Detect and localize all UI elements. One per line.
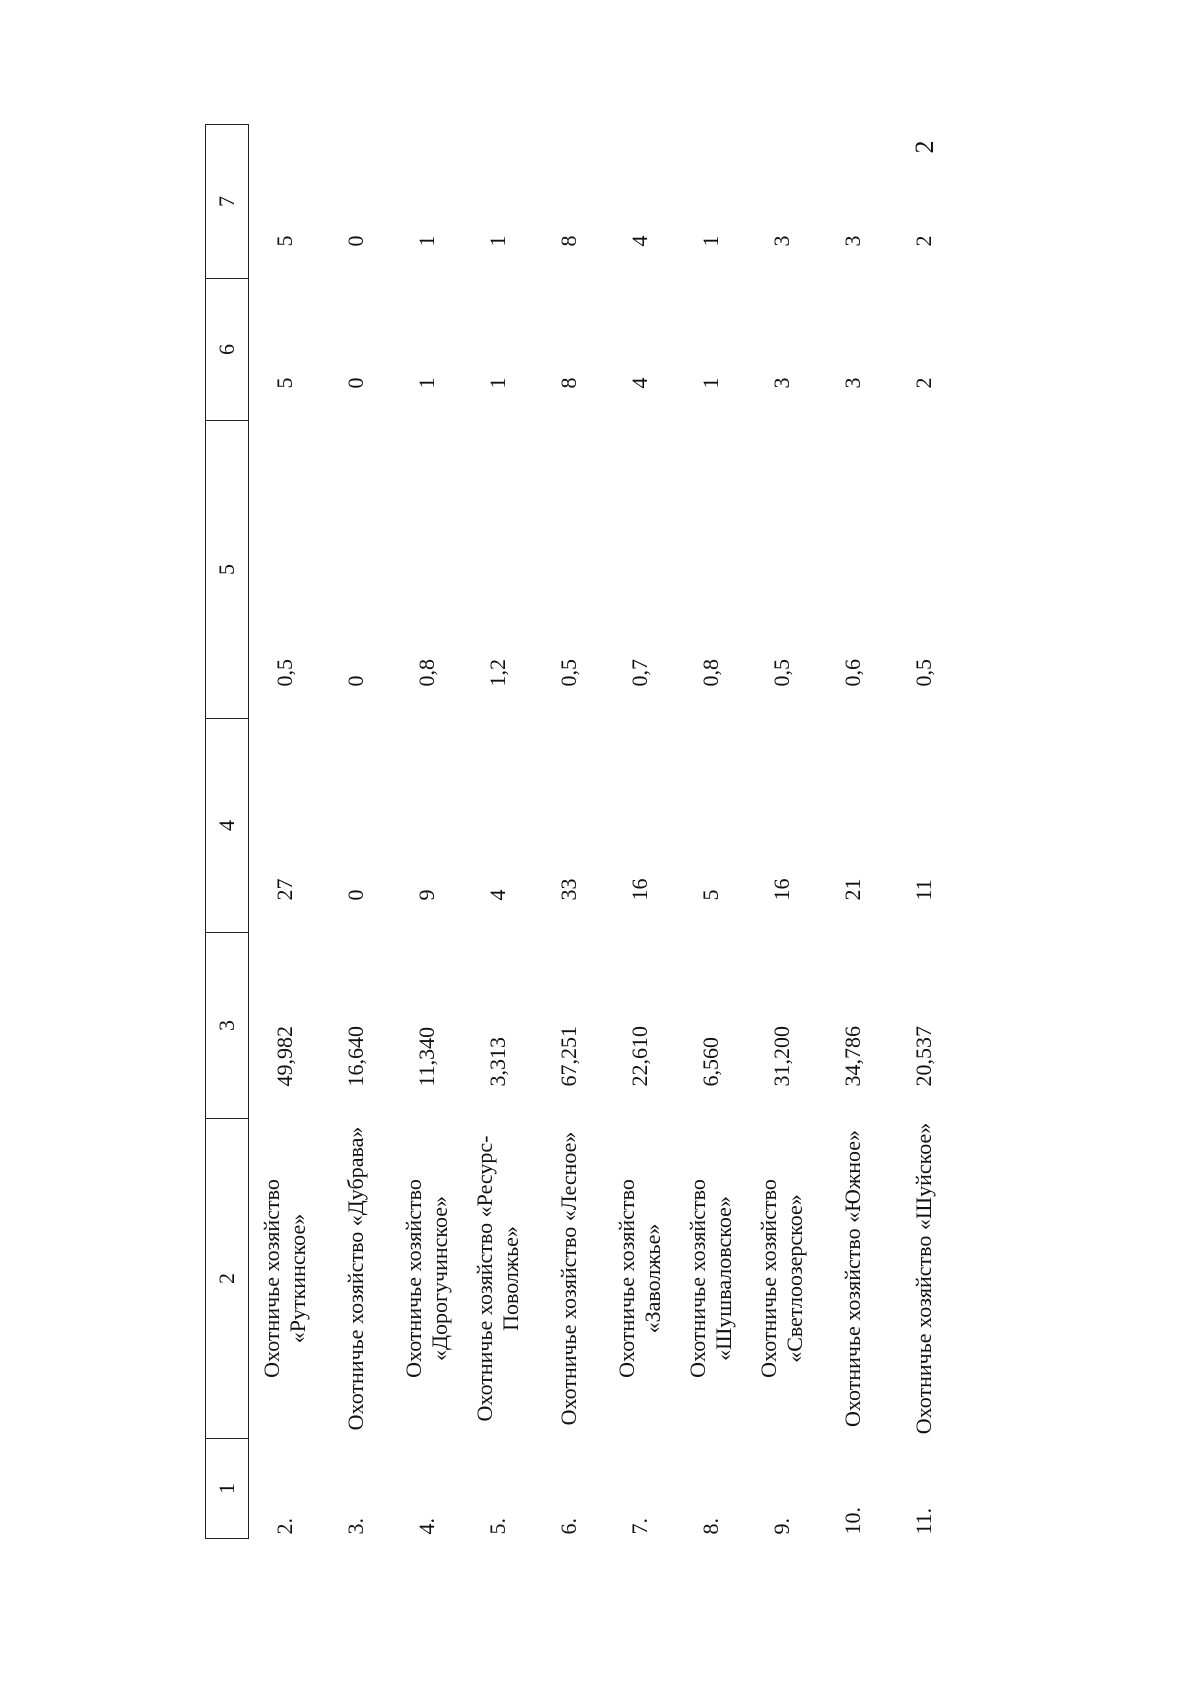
- value-col6: 3: [839, 377, 865, 389]
- value-col3: 11,340: [413, 1026, 439, 1087]
- value-col7: 5: [271, 235, 297, 247]
- table-row: [533, 125, 604, 1539]
- value-col4: 9: [413, 889, 439, 901]
- value-col3: 22,610: [626, 1026, 652, 1087]
- value-col6: 3: [768, 377, 794, 389]
- table-header-row: [206, 125, 249, 1539]
- table-row: [391, 125, 462, 1539]
- value-col5: 0,8: [413, 659, 439, 687]
- table-row: [249, 125, 321, 1539]
- value-col3: 16,640: [342, 1026, 368, 1087]
- value-col4: 33: [555, 878, 581, 901]
- value-col4: 16: [626, 878, 652, 901]
- table-row: [604, 125, 675, 1539]
- row-number: 2.: [271, 1518, 297, 1535]
- value-col4: 27: [271, 878, 297, 901]
- value-col7: 1: [697, 235, 723, 247]
- value-col3: 6,560: [697, 1037, 723, 1087]
- value-col6: 2: [910, 377, 936, 389]
- row-number: 4.: [413, 1518, 439, 1535]
- value-col5: 0: [342, 675, 368, 687]
- farm-name: Охотничье хозяйство «Заволжье»: [613, 1179, 665, 1378]
- value-col5: 1,2: [484, 659, 510, 687]
- farm-name: Охотничье хозяйство «Дорогучинское»: [400, 1179, 452, 1378]
- value-col7: 0: [342, 235, 368, 247]
- row-number: 8.: [697, 1518, 723, 1535]
- value-col7: 1: [413, 235, 439, 247]
- table-row: [746, 125, 817, 1539]
- value-col3: 34,786: [839, 1026, 865, 1087]
- value-col7: 8: [555, 235, 581, 247]
- value-col5: 0,5: [555, 659, 581, 687]
- value-col3: 20,537: [910, 1026, 936, 1087]
- value-col5: 0,5: [768, 659, 794, 687]
- value-col5: 0,5: [910, 659, 936, 687]
- table-frame: [205, 125, 1035, 1539]
- value-col7: 2: [910, 235, 936, 247]
- column-header-1: 1: [206, 1439, 249, 1539]
- column-header-4: 4: [206, 719, 249, 933]
- value-col6: 5: [271, 377, 297, 389]
- column-header-3: 3: [206, 933, 249, 1119]
- data-table: [205, 124, 959, 1539]
- farm-name: Охотничье хозяйство «Светлоозерское»: [755, 1179, 807, 1378]
- row-number: 9.: [768, 1518, 794, 1535]
- value-col6: 8: [555, 377, 581, 389]
- value-col5: 0,6: [839, 659, 865, 687]
- table-row: [888, 125, 959, 1539]
- value-col3: 3,313: [484, 1037, 510, 1087]
- row-number: 5.: [484, 1518, 510, 1535]
- table-row: [817, 125, 888, 1539]
- value-col7: 4: [626, 235, 652, 247]
- value-col4: 11: [910, 879, 936, 901]
- column-header-5: 5: [206, 421, 249, 719]
- value-col7: 1: [484, 235, 510, 247]
- farm-name: Охотничье хозяйство «Руткинское»: [258, 1179, 310, 1378]
- value-col3: 67,251: [555, 1026, 581, 1087]
- row-number: 10.: [839, 1507, 865, 1535]
- farm-name: Охотничье хозяйство «Шушваловское»: [684, 1179, 736, 1378]
- value-col4: 21: [839, 878, 865, 901]
- value-col3: 49,982: [271, 1026, 297, 1087]
- value-col3: 31,200: [768, 1026, 794, 1087]
- value-col7: 3: [768, 235, 794, 247]
- value-col4: 16: [768, 878, 794, 901]
- value-col4: 5: [697, 889, 723, 901]
- row-number: 11.: [910, 1507, 936, 1535]
- farm-name: Охотничье хозяйство «Южное»: [839, 1129, 865, 1428]
- table-row: [675, 125, 746, 1539]
- page-number: 2: [910, 140, 939, 154]
- table-row: [320, 125, 391, 1539]
- farm-name: Охотничье хозяйство «Ресурс-Поволжье»: [471, 1135, 523, 1422]
- column-header-7: 7: [206, 125, 249, 279]
- value-col5: 0,7: [626, 659, 652, 687]
- value-col6: 1: [484, 377, 510, 389]
- value-col7: 3: [839, 235, 865, 247]
- value-col6: 0: [342, 377, 368, 389]
- farm-name: Охотничье хозяйство «Лесное»: [555, 1131, 581, 1426]
- farm-name: Охотничье хозяйство «Шуйское»: [910, 1122, 936, 1435]
- row-number: 3.: [342, 1518, 368, 1535]
- value-col5: 0,8: [697, 659, 723, 687]
- column-header-6: 6: [206, 279, 249, 421]
- value-col6: 1: [413, 377, 439, 389]
- value-col6: 4: [626, 377, 652, 389]
- value-col6: 1: [697, 377, 723, 389]
- column-header-2: 2: [206, 1119, 249, 1439]
- table-row: [462, 125, 533, 1539]
- row-number: 7.: [626, 1518, 652, 1535]
- value-col4: 0: [342, 889, 368, 901]
- value-col5: 0,5: [271, 659, 297, 687]
- farm-name: Охотничье хозяйство «Дубрава»: [342, 1126, 368, 1431]
- value-col4: 4: [484, 889, 510, 901]
- row-number: 6.: [555, 1518, 581, 1535]
